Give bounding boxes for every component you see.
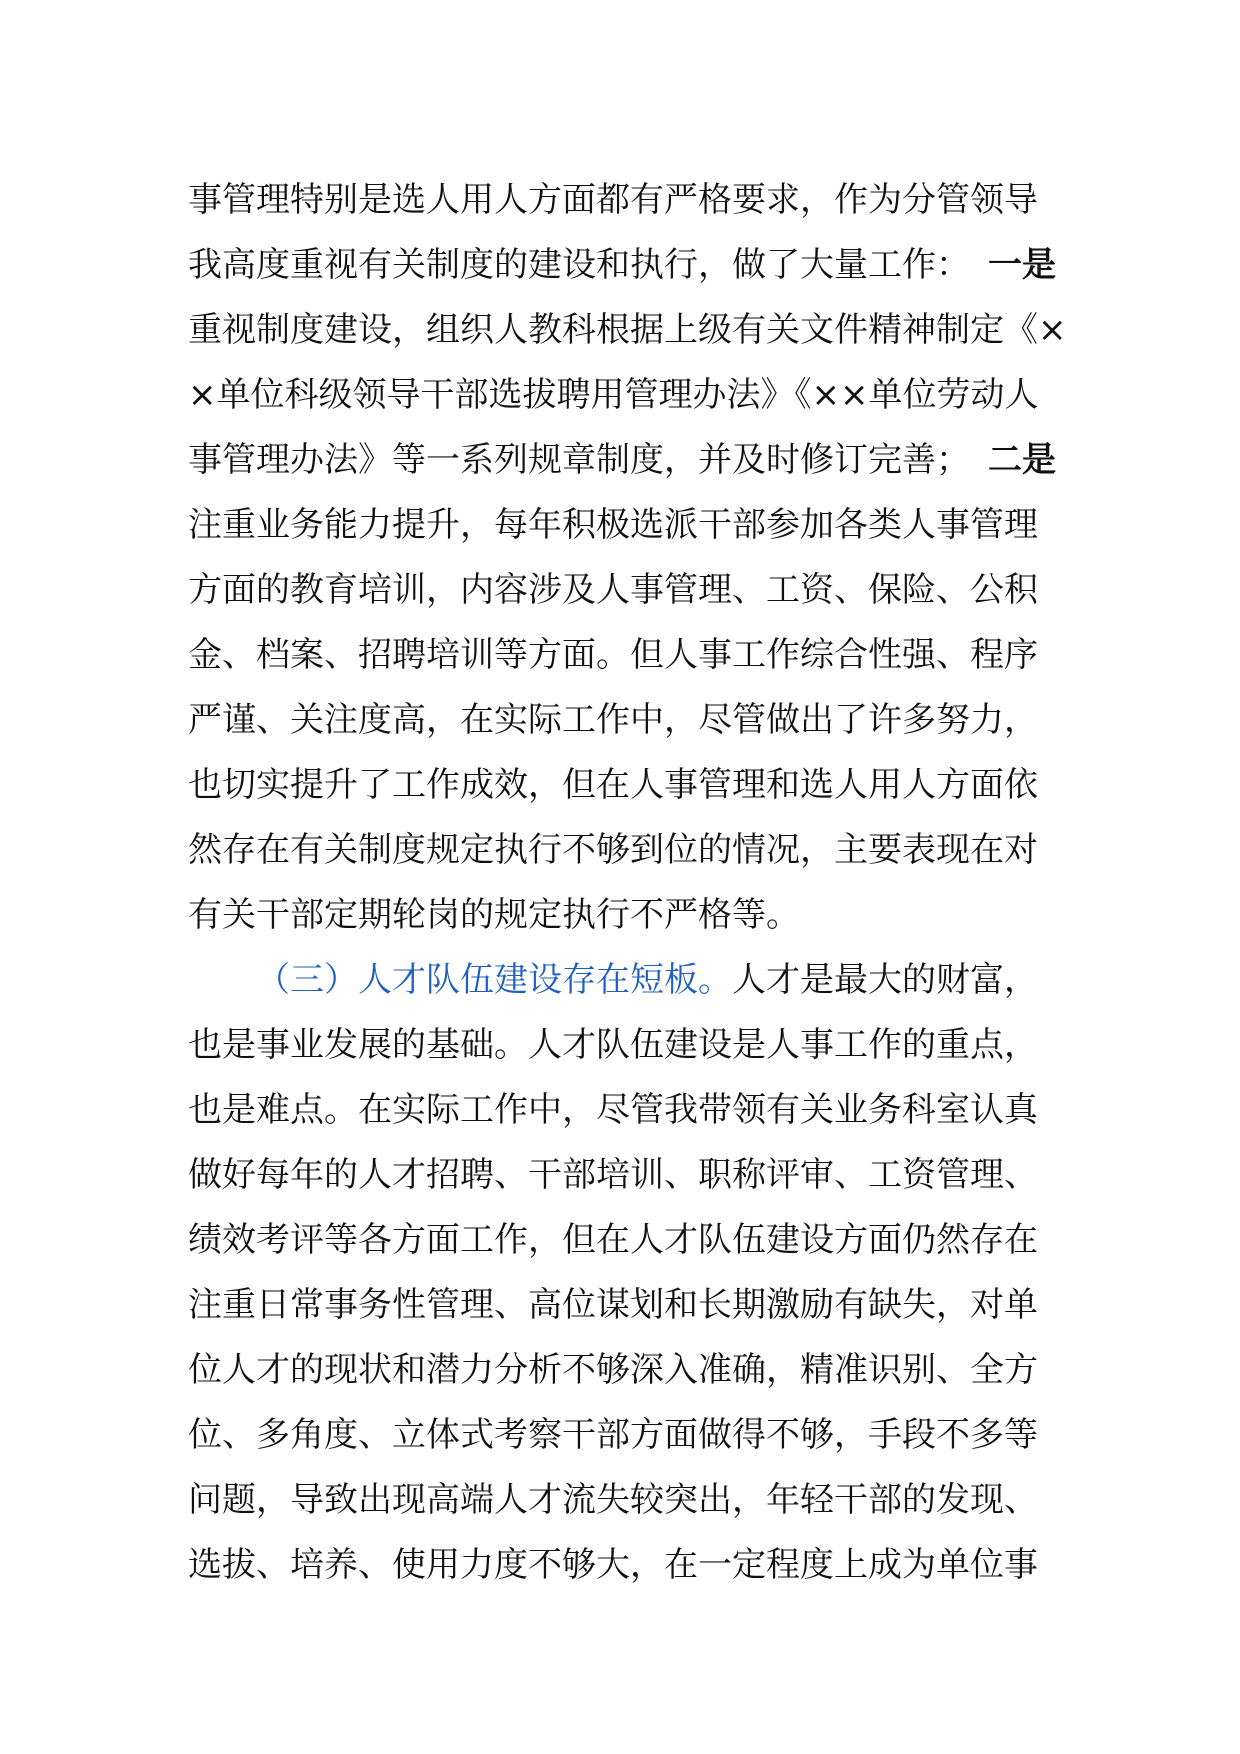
text-line: 绩效考评等各方面工作，但在人才队伍建设方面仍然存在 (188, 1220, 1038, 1260)
text-line: 有关干部定期轮岗的规定执行不严格等。 (188, 895, 800, 935)
text-line: 事管理特别是选人用人方面都有严格要求，作为分管领导 (188, 180, 1038, 220)
text-line: 选拔、培养、使用力度不够大，在一定程度上成为单位事 (188, 1545, 1038, 1585)
text-line: 严谨、关注度高，在实际工作中，尽管做出了许多努力， (188, 700, 1038, 740)
text-line: 方面的教育培训，内容涉及人事管理、工资、保险、公积 (188, 570, 1038, 610)
document-body (188, 168, 1067, 1598)
text-line: ×单位科级领导干部选拔聘用管理办法》《××单位劳动人 (188, 375, 1039, 415)
text-line: （三）人才队伍建设存在短板。人才是最大的财富， (188, 948, 1056, 1013)
text-line: 金、档案、招聘培训等方面。但人事工作综合性强、程序 (188, 635, 1038, 675)
text-line: 位人才的现状和潜力分析不够深入准确，精准识别、全方 (188, 1350, 1038, 1390)
text-line: 注重业务能力提升，每年积极选派干部参加各类人事管理 (188, 505, 1038, 545)
text-line: 问题，导致出现高端人才流失较突出，年轻干部的发现、 (188, 1480, 1038, 1520)
text-line: 位、多角度、立体式考察干部方面做得不够，手段不多等 (188, 1415, 1038, 1455)
text-line: 重视制度建设，组织人教科根据上级有关文件精神制定《× (188, 310, 1067, 350)
bold-marker-second: 二是 (988, 440, 1056, 480)
text-line: 事管理办法》等一系列规章制度，并及时修订完善； 二是 (188, 428, 1056, 493)
text-line: 注重日常事务性管理、高位谋划和长期激励有缺失，对单 (188, 1285, 1038, 1325)
text-line: 也切实提升了工作成效，但在人事管理和选人用人方面依 (188, 765, 1038, 805)
text-line: 也是难点。在实际工作中，尽管我带领有关业务科室认真 (188, 1090, 1038, 1130)
paragraph-2 (188, 948, 1056, 1598)
text-line: 也是事业发展的基础。人才队伍建设是人事工作的重点， (188, 1025, 1038, 1065)
text-line: 做好每年的人才招聘、干部培训、职称评审、工资管理、 (188, 1155, 1038, 1195)
text-line: 然存在有关制度规定执行不够到位的情况，主要表现在对 (188, 830, 1038, 870)
paragraph-1 (188, 168, 1067, 948)
bold-marker-first: 一是 (988, 245, 1056, 285)
section-heading: （三）人才队伍建设存在短板。 (256, 960, 732, 1000)
text-line: 我高度重视有关制度的建设和执行，做了大量工作： 一是 (188, 233, 1056, 298)
